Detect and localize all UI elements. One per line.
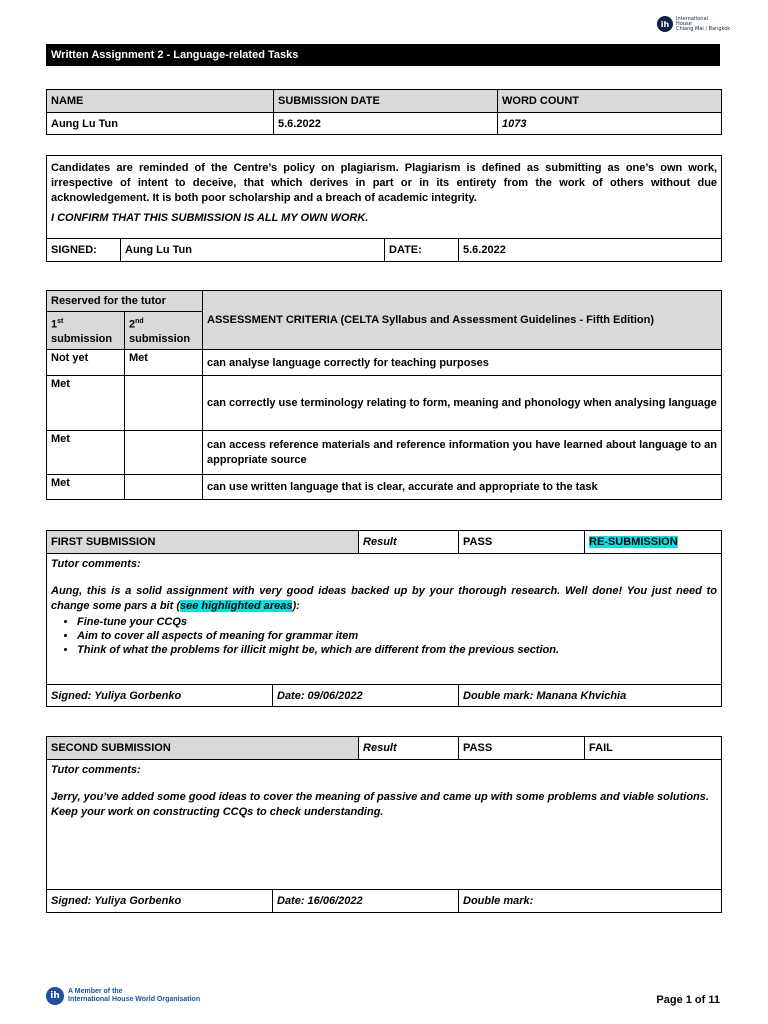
first-signed: Signed: Yuliya Gorbenko xyxy=(47,685,273,707)
ih-world-organisation-logo xyxy=(46,987,200,1005)
second-double-mark: Double mark: xyxy=(459,890,722,913)
footer-line2: International House World Organisation xyxy=(68,996,201,1003)
confirm-statement: I CONFIRM THAT THIS SUBMISSION IS ALL MY OWN WORK. xyxy=(51,212,369,224)
first-submission-header xyxy=(47,312,125,350)
first-comment-highlight: see highlighted areas xyxy=(179,600,293,612)
submission-date-header: SUBMISSION DATE xyxy=(274,90,498,113)
first-rest: submission xyxy=(51,332,113,345)
second-num: 2 xyxy=(129,318,136,331)
footer-line1: A Member of the xyxy=(68,988,123,995)
criteria-row xyxy=(47,475,722,500)
footer-logo-text xyxy=(68,988,200,1004)
first-comment-part-b: ): xyxy=(292,600,300,612)
criteria-s1: Not yet xyxy=(47,350,125,376)
list-item: • Fine-tune your CCQs xyxy=(77,616,717,628)
criteria-s2 xyxy=(125,431,203,475)
second-comments-cell xyxy=(47,760,722,890)
second-fail-option: FAIL xyxy=(585,737,722,760)
first-submission-table xyxy=(46,530,722,707)
criteria-s2 xyxy=(125,475,203,500)
ih-logo xyxy=(657,16,730,32)
ih-logo-text xyxy=(676,17,730,32)
submission-date: 5.6.2022 xyxy=(274,113,498,135)
second-submission-label: SECOND SUBMISSION xyxy=(47,737,359,760)
second-result-label: Result xyxy=(359,737,459,760)
second-date: Date: 16/06/2022 xyxy=(273,890,459,913)
second-signed: Signed: Yuliya Gorbenko xyxy=(47,890,273,913)
date-value: 5.6.2022 xyxy=(459,239,722,262)
first-resubmission-option xyxy=(585,531,722,554)
criteria-s1: Met xyxy=(47,376,125,431)
logo-line3: Chiang Mai / Bangkok xyxy=(676,25,731,32)
criteria-row xyxy=(47,431,722,475)
first-sup: st xyxy=(57,318,64,326)
criteria-heading: ASSESSMENT CRITERIA (CELTA Syllabus and Assessment Guidelines - Fifth Edition) xyxy=(203,291,722,350)
first-submission-label: FIRST SUBMISSION xyxy=(47,531,359,554)
reserved-header: Reserved for the tutor xyxy=(47,291,203,312)
first-result-label: Result xyxy=(359,531,459,554)
date-label: DATE: xyxy=(385,239,459,262)
candidate-name: Aung Lu Tun xyxy=(47,113,274,135)
page-number: Page 1 of 11 xyxy=(656,994,720,1006)
assessment-criteria-table xyxy=(46,290,722,500)
first-num: 1 xyxy=(51,318,58,331)
first-comment-part-a: Aung, this is a solid assignment with very good ideas backed up by your thorough research. Well done! You just need to change some pars a bit ( xyxy=(51,585,718,612)
criteria-row xyxy=(47,350,722,376)
word-count-header: WORD COUNT xyxy=(498,90,722,113)
candidate-info-table xyxy=(46,89,722,135)
criteria-text: can access reference materials and reference information you have learned about language to an appropriate source xyxy=(203,431,722,475)
criteria-text: can correctly use terminology relating to form, meaning and phonology when analysing language xyxy=(203,376,722,431)
resubmission-highlight: RE-SUBMISSION xyxy=(589,536,678,548)
list-item: • Aim to cover all aspects of meaning for grammar item xyxy=(77,630,717,642)
ih-logo-mark: ih xyxy=(657,16,673,32)
first-comments-cell xyxy=(47,554,722,685)
signed-label: SIGNED: xyxy=(47,239,121,262)
first-comments-label: Tutor comments: xyxy=(51,558,141,570)
second-submission-table xyxy=(46,736,722,913)
criteria-s1: Met xyxy=(47,431,125,475)
first-date: Date: 09/06/2022 xyxy=(273,685,459,707)
policy-text: Candidates are reminded of the Centre’s policy on plagiarism. Plagiarism is defined as submitting as one’s own work, irrespective of intent to deceive, that which derives in part or in its entirety from the work of others without due acknowledgement. It is both poor scholarship and a breach of academic integrity. xyxy=(51,162,718,204)
criteria-text: can use written language that is clear, accurate and appropriate to the task xyxy=(203,475,722,500)
first-double-mark: Double mark: Manana Khvichia xyxy=(459,685,722,707)
second-comments-label: Tutor comments: xyxy=(51,764,141,776)
ih-footer-mark: ih xyxy=(46,987,64,1005)
document-title: Written Assignment 2 - Language-related Tasks xyxy=(46,44,720,66)
criteria-s2 xyxy=(125,376,203,431)
name-header: NAME xyxy=(47,90,274,113)
second-pass-option: PASS xyxy=(459,737,585,760)
list-item: • Think of what the problems for illicit might be, which are different from the previous section. xyxy=(77,644,717,656)
criteria-s1: Met xyxy=(47,475,125,500)
second-comment-text: Jerry, you’ve added some good ideas to cover the meaning of passive and came up with some problems and viable solutions. Keep your work on constructing CCQs to check understanding. xyxy=(51,791,709,818)
criteria-text: can analyse language correctly for teaching purposes xyxy=(203,350,722,376)
policy-cell xyxy=(47,156,722,239)
plagiarism-policy-table xyxy=(46,155,722,262)
signed-value: Aung Lu Tun xyxy=(121,239,385,262)
criteria-s2: Met xyxy=(125,350,203,376)
criteria-row xyxy=(47,376,722,431)
first-pass-option: PASS xyxy=(459,531,585,554)
word-count: 1073 xyxy=(498,113,722,135)
second-sup: nd xyxy=(135,318,144,326)
logo-line1: International xyxy=(676,15,708,22)
first-comment-text xyxy=(51,584,717,614)
second-submission-header xyxy=(125,312,203,350)
first-comment-bullets xyxy=(51,616,717,656)
second-rest: submission xyxy=(129,332,191,345)
logo-line2: House xyxy=(676,20,692,27)
